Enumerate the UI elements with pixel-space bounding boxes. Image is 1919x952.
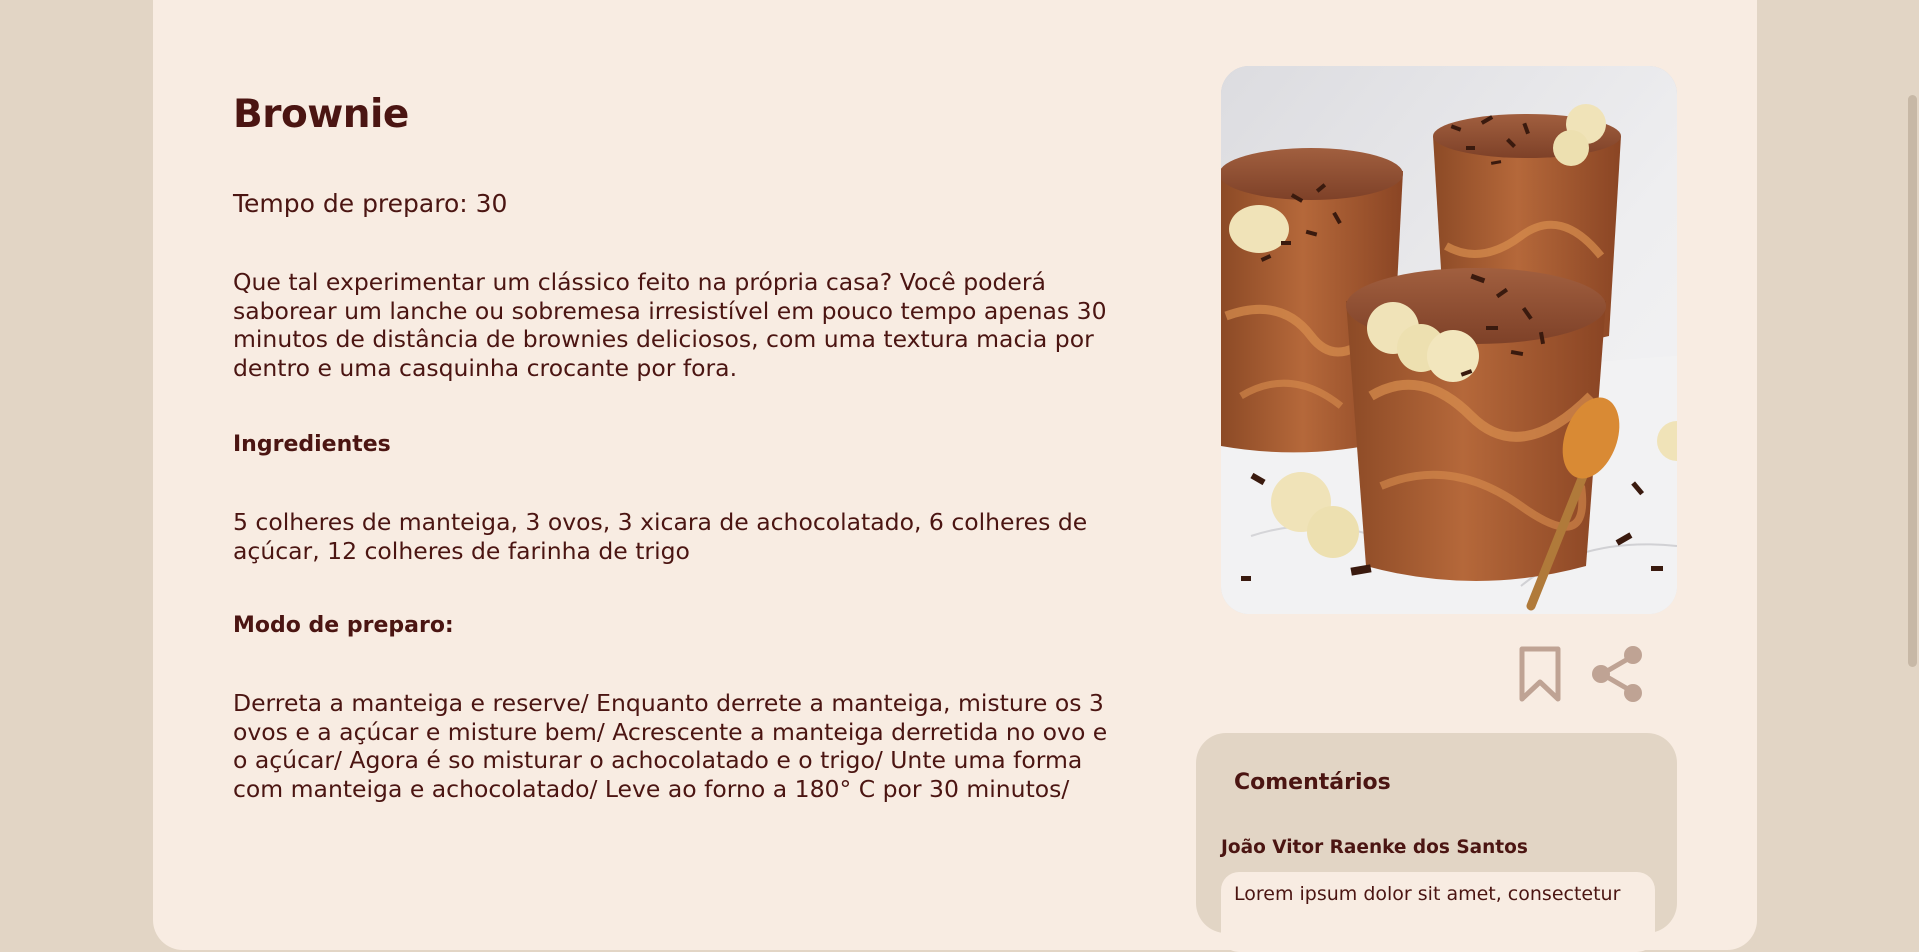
smoothie-illustration bbox=[1221, 66, 1677, 614]
ingredients-heading: Ingredientes bbox=[233, 432, 391, 457]
ingredients-list: 5 colheres de manteiga, 3 ovos, 3 xicara de achocolatado, 6 colheres de açúcar, 12 colheres de farinha de trigo bbox=[233, 508, 1088, 565]
prep-time bbox=[233, 189, 507, 218]
bookmark-icon[interactable] bbox=[1517, 644, 1563, 704]
method-heading: Modo de preparo: bbox=[233, 613, 454, 638]
comments-panel bbox=[1196, 733, 1677, 933]
prep-time-label: Tempo de preparo: bbox=[233, 189, 468, 218]
comments-title: Comentários bbox=[1234, 770, 1391, 795]
method-steps: Derreta a manteiga e reserve/ Enquanto derrete a manteiga, misture os 3 ovos e a açúcar e misture bem/ Acrescente a manteiga derretida no ovo e o açúcar/ Agora é so misturar o achocolatado e o trigo/ Unte uma forma com manteiga e achocolatado/ Leve ao forno a 180° C por 30 minutos/ bbox=[233, 689, 1108, 804]
recipe-title: Brownie bbox=[233, 92, 409, 137]
recipe-photo bbox=[1221, 66, 1677, 614]
comment-bubble bbox=[1221, 872, 1655, 952]
share-icon[interactable] bbox=[1589, 644, 1647, 704]
prep-time-value: 30 bbox=[475, 189, 508, 218]
comment-text: Lorem ipsum dolor sit amet, consectetur bbox=[1234, 883, 1621, 905]
recipe-description: Que tal experimentar um clássico feito na própria casa? Você poderá saborear um lanche ou sobremesa irresistível em pouco tempo apenas 30 minutos de distância de brownies deliciosos, com uma textura macia por dentro e uma casquinha crocante por fora. bbox=[233, 268, 1107, 383]
comment-author: João Vitor Raenke dos Santos bbox=[1221, 837, 1528, 858]
page-scrollbar[interactable] bbox=[1908, 95, 1917, 667]
